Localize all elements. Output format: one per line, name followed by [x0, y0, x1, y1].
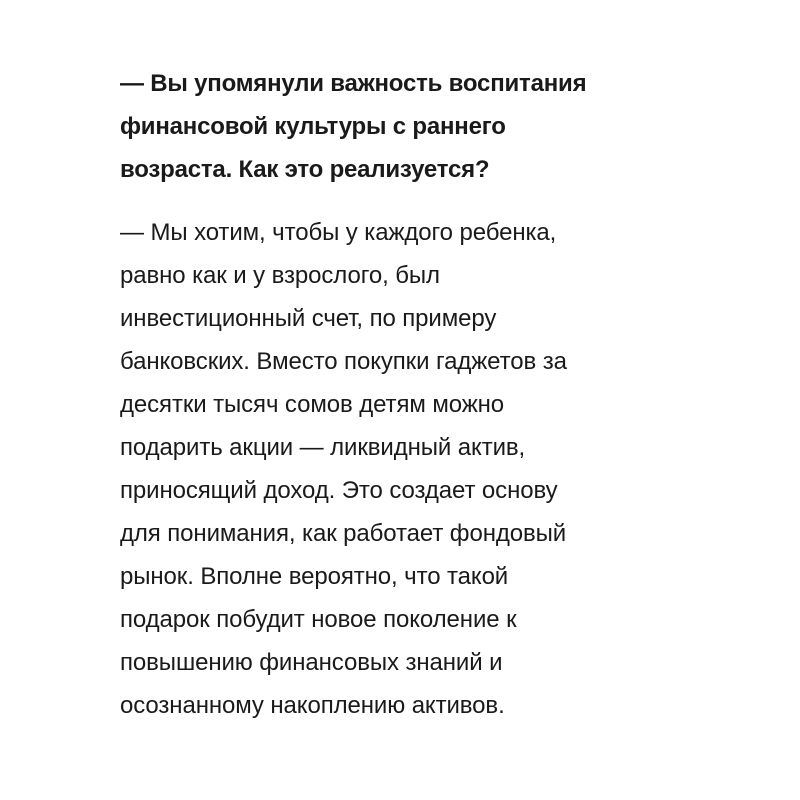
- answer-line: приносящий доход. Это создает основу: [120, 477, 558, 504]
- question-line: возраста. Как это реализуется?: [120, 156, 490, 183]
- answer-line: инвестиционный счет, по примеру: [120, 305, 497, 332]
- article: [120, 62, 720, 727]
- interview-question: [120, 62, 720, 191]
- interview-answer: [120, 211, 720, 727]
- answer-line: десятки тысяч сомов детям можно: [120, 391, 505, 418]
- answer-line: — Мы хотим, чтобы у каждого ребенка,: [120, 219, 557, 246]
- answer-line: повышению финансовых знаний и: [120, 649, 503, 676]
- answer-line: подарок побудит новое поколение к: [120, 606, 517, 633]
- answer-line: банковских. Вместо покупки гаджетов за: [120, 348, 567, 375]
- question-line: — Вы упомянули важность воспитания: [120, 70, 587, 97]
- answer-line: равно как и у взрослого, был: [120, 262, 440, 289]
- answer-line: подарить акции — ликвидный актив,: [120, 434, 526, 461]
- question-line: финансовой культуры с раннего: [120, 113, 506, 140]
- answer-line: для понимания, как работает фондовый: [120, 520, 567, 547]
- answer-line: рынок. Вполне вероятно, что такой: [120, 563, 509, 590]
- answer-line: осознанному накоплению активов.: [120, 692, 505, 719]
